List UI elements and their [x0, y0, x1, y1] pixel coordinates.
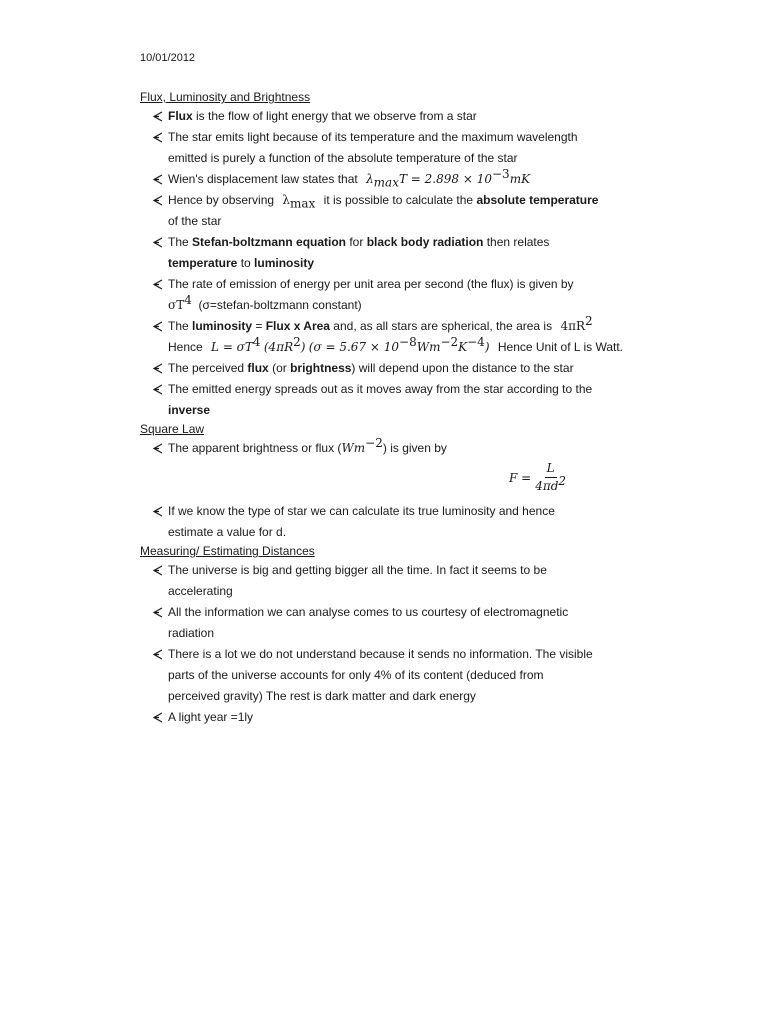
list-item	[140, 438, 640, 459]
item-line: The star emits light because of its temperature and the maximum wavelength	[168, 130, 578, 144]
item-line	[168, 337, 640, 358]
square-law-list-continued	[140, 501, 640, 543]
list-item	[140, 316, 640, 358]
item-text: The	[168, 319, 193, 333]
list-item	[140, 232, 640, 274]
section-heading-flux: Flux, Luminosity and Brightness	[140, 90, 311, 104]
document-body	[140, 89, 640, 728]
item-line: If we know the type of star we can calculate its true luminosity and hence	[168, 504, 555, 518]
formula-unit: Wm	[416, 340, 441, 354]
term-temperature: temperature	[168, 256, 238, 270]
item-line: The universe is big and getting bigger all the time. In fact it seems to be	[168, 563, 547, 577]
formula-body: 4πd	[535, 479, 559, 493]
term-inverse: inverse	[168, 403, 211, 417]
item-text: (or	[268, 361, 291, 375]
arrowhead-bullet-icon	[153, 607, 163, 618]
list-item	[140, 644, 640, 707]
formula-body: L = σT	[211, 340, 253, 354]
item-line: parts of the universe accounts for only 4% of its content (deduced from	[168, 668, 544, 682]
formula-subscript: max	[373, 175, 399, 190]
item-text: and, as all stars are spherical, the area is	[329, 319, 553, 333]
item-text: Wien's displacement law states that	[168, 172, 358, 186]
term-brightness: brightness	[290, 361, 352, 375]
item-text: The apparent brightness or flux (	[168, 441, 342, 455]
arrowhead-bullet-icon	[153, 712, 163, 723]
flux-fraction	[509, 461, 566, 494]
list-item	[140, 602, 640, 644]
arrowhead-bullet-icon	[153, 237, 163, 248]
term-flux: Flux	[168, 109, 193, 123]
list-item	[140, 707, 640, 728]
formula-exponent: 2	[293, 335, 301, 349]
fraction-numerator: L	[545, 461, 557, 478]
wien-formula	[366, 167, 531, 190]
luminosity-formula	[211, 335, 490, 354]
list-item	[140, 169, 640, 190]
item-text: Hence by observing	[168, 193, 275, 207]
item-line: The emitted energy spreads out as it moves away from the star according to the	[168, 382, 593, 396]
flux-list	[140, 106, 640, 421]
list-item	[140, 127, 640, 169]
formula-lhs: F =	[509, 470, 532, 485]
section-heading-measuring: Measuring/ Estimating Distances	[140, 544, 315, 558]
item-text: to	[237, 256, 255, 270]
item-text: it is possible to calculate the	[323, 193, 474, 207]
formula-exponent: 4	[184, 293, 192, 307]
item-line	[168, 295, 640, 316]
arrowhead-bullet-icon	[153, 565, 163, 576]
item-line	[168, 400, 640, 421]
term-flux: flux	[247, 361, 269, 375]
item-line: The rate of emission of energy per unit area per second (the flux) is given by	[168, 277, 574, 291]
term-flux-area: Flux x Area	[265, 319, 330, 333]
item-text: is the flow of light energy that we observe from a star	[192, 109, 477, 123]
item-line: of the star	[168, 214, 222, 228]
arrowhead-bullet-icon	[153, 132, 163, 143]
formula-exponent: −2	[365, 436, 383, 450]
formula-lambda: λ	[282, 193, 291, 207]
arrowhead-bullet-icon	[153, 111, 163, 122]
item-line: accelerating	[168, 584, 233, 598]
lambda-max-symbol	[282, 193, 316, 211]
formula-subscript: max	[290, 196, 316, 211]
formula-unit: Wm	[341, 441, 366, 455]
term-black-body: black body radiation	[366, 235, 484, 249]
arrowhead-bullet-icon	[153, 174, 163, 185]
arrowhead-bullet-icon	[153, 195, 163, 206]
item-text: for	[346, 235, 367, 249]
item-text: The perceived	[168, 361, 248, 375]
list-item	[140, 379, 640, 421]
list-item	[140, 274, 640, 316]
section-heading-square-law: Square Law	[140, 422, 205, 436]
item-line: All the information we can analyse comes to us courtesy of electromagnetic	[168, 605, 569, 619]
formula-unit: mK	[509, 172, 531, 186]
item-text: =	[252, 319, 266, 333]
arrowhead-bullet-icon	[153, 363, 163, 374]
formula-unit: K	[458, 340, 468, 354]
arrowhead-bullet-icon	[153, 279, 163, 290]
term-luminosity: luminosity	[192, 319, 253, 333]
formula-body: T = 2.898 × 10	[398, 172, 492, 186]
formula-exponent: −4	[467, 335, 485, 349]
square-law-list	[140, 438, 640, 459]
arrowhead-bullet-icon	[153, 649, 163, 660]
item-text: Hence	[168, 340, 203, 354]
item-line: estimate a value for d.	[168, 525, 287, 539]
item-line: emitted is purely a function of the absolute temperature of the star	[168, 151, 518, 165]
arrowhead-bullet-icon	[153, 506, 163, 517]
formula-exponent: −8	[399, 335, 417, 349]
list-item	[140, 106, 640, 127]
fraction-stack	[535, 461, 566, 494]
term-stefan-boltzmann: Stefan-boltzmann equation	[192, 235, 347, 249]
item-text: Hence Unit of L is Watt.	[497, 340, 624, 354]
formula-body: )	[300, 340, 306, 354]
formula-exponent: −2	[440, 335, 459, 349]
item-text: The	[168, 235, 193, 249]
formula-constant: (σ = 5.67 × 10	[308, 340, 400, 354]
formula-body: 4πR	[560, 319, 585, 333]
fraction-denominator	[535, 474, 567, 494]
date-header: 10/01/2012	[140, 52, 196, 64]
item-text: ) will depend upon the distance to the star	[351, 361, 574, 375]
list-item	[140, 190, 640, 232]
area-formula	[560, 314, 593, 333]
item-line: There is a lot we do not understand because it sends no information. The visible	[168, 647, 593, 661]
item-text: then relates	[483, 235, 550, 249]
constant-note: (σ=stefan-boltzmann constant)	[198, 298, 362, 312]
item-line: A light year =1ly	[168, 710, 254, 724]
formula-sigma-t: σT	[168, 298, 185, 312]
item-text: ) is given by	[382, 441, 447, 455]
list-item	[140, 560, 640, 602]
arrowhead-bullet-icon	[153, 443, 163, 454]
formula-exponent: 4	[252, 335, 261, 349]
term-luminosity: luminosity	[254, 256, 315, 270]
formula-exponent: −3	[491, 167, 510, 181]
term-absolute-temperature: absolute temperature	[476, 193, 599, 207]
list-item	[140, 358, 640, 379]
formula-body: (4πR	[263, 340, 294, 354]
list-item	[140, 501, 640, 543]
item-line: radiation	[168, 626, 215, 640]
item-line: perceived gravity) The rest is dark matter and dark energy	[168, 689, 476, 703]
inverse-square-formula	[140, 459, 640, 501]
item-line	[168, 253, 640, 274]
arrowhead-bullet-icon	[153, 321, 163, 332]
formula-exponent: 2	[558, 474, 567, 488]
formula-body: )	[484, 340, 490, 354]
measuring-list	[140, 560, 640, 728]
arrowhead-bullet-icon	[153, 384, 163, 395]
formula-exponent: 2	[585, 314, 593, 328]
formula-lambda: λ	[366, 172, 374, 186]
